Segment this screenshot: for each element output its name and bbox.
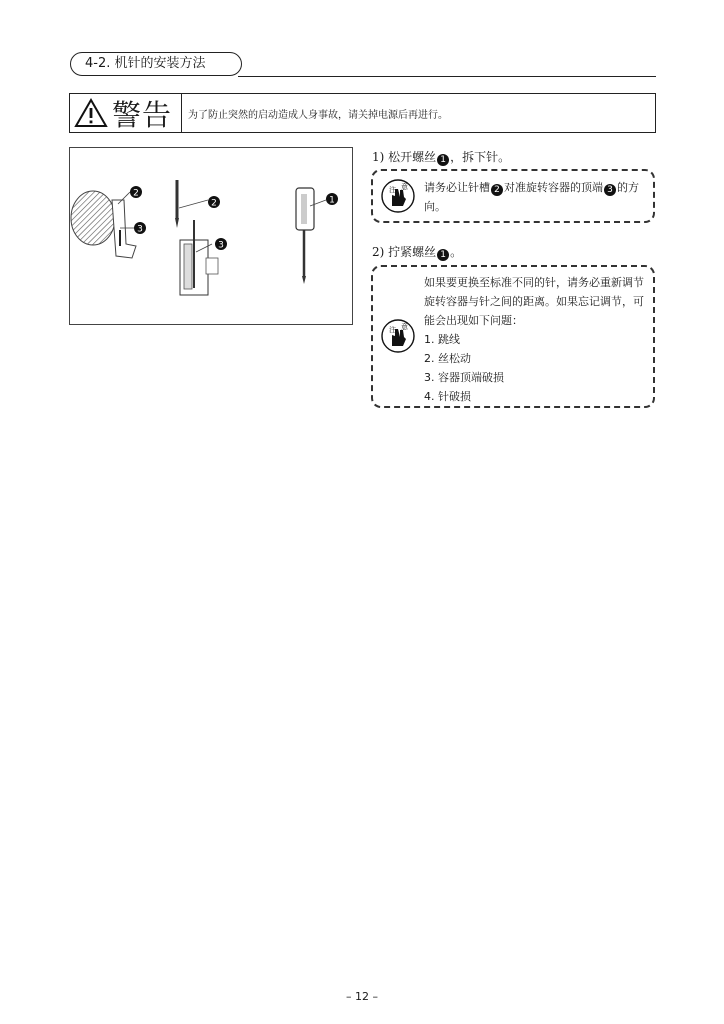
needle-bar-drawing	[296, 188, 326, 284]
step-2-prefix: 2)	[372, 245, 385, 259]
problem-item-1: 1. 跳线	[424, 333, 460, 346]
callout-1-right	[326, 193, 338, 206]
caution-icon-label-2: 意	[401, 323, 408, 331]
warning-label: 警告	[112, 97, 173, 132]
section-rule	[238, 76, 656, 77]
step-1	[372, 148, 510, 166]
step-1-text-before: 松开螺丝	[388, 150, 437, 164]
needle-diagram	[70, 148, 354, 326]
caution-2-intro: 如果要更换至标准不同的针，请务必重新调节旋转容器与针之间的距离。如果忘记调节，可能会出现如下问题：	[424, 276, 644, 327]
needle-installation-figure	[69, 147, 353, 325]
caution-1-marker-3: 3	[604, 184, 616, 196]
hook-closeup-drawing	[71, 181, 136, 258]
step-2-text-before: 拧紧螺丝	[388, 245, 437, 259]
caution-box-2	[371, 265, 655, 408]
problem-item-3: 3. 容器顶端破损	[424, 371, 504, 384]
caution-icon-label-1: 注	[389, 186, 396, 194]
caution-1-marker-2: 2	[491, 184, 503, 196]
svg-text:1: 1	[329, 195, 335, 206]
step-1-text-after: ，拆下针。	[450, 150, 511, 164]
caution-1-text-a: 请务必让针槽	[424, 181, 490, 194]
section-title: 4-2. 机针的安装方法	[70, 52, 242, 76]
step-1-marker: 1	[437, 154, 449, 166]
problem-item-4: 4. 针破损	[424, 390, 471, 403]
caution-hand-icon	[381, 179, 415, 213]
caution-hand-icon	[381, 319, 415, 353]
svg-text:3: 3	[218, 240, 224, 251]
warning-box	[69, 93, 656, 133]
problem-item-2: 2. 丝松动	[424, 352, 471, 365]
step-2-text-after: 。	[450, 245, 463, 259]
step-2	[372, 243, 462, 261]
callout-2-middle	[208, 196, 220, 209]
caution-1-text-c: 的方向。	[424, 181, 639, 213]
warning-text: 为了防止突然的启动造成人身事故，请关掉电源后再进行。	[188, 109, 448, 121]
caution-icon-label-1: 注	[389, 326, 396, 334]
svg-text:2: 2	[211, 198, 217, 209]
page-number: – 12 –	[346, 990, 378, 1003]
svg-text:3: 3	[137, 224, 143, 235]
callout-3-left	[134, 222, 146, 235]
caution-1-text-b: 对准旋转容器的顶端	[504, 181, 603, 194]
warning-triangle-icon	[74, 98, 108, 128]
callout-2-left	[130, 186, 142, 199]
step-2-marker: 1	[437, 249, 449, 261]
caution-box-1	[371, 169, 655, 223]
warning-header	[70, 94, 182, 132]
step-1-prefix: 1)	[372, 150, 385, 164]
svg-text:2: 2	[133, 188, 139, 199]
callout-3-middle	[215, 238, 227, 251]
caution-icon-label-2: 意	[401, 183, 408, 191]
